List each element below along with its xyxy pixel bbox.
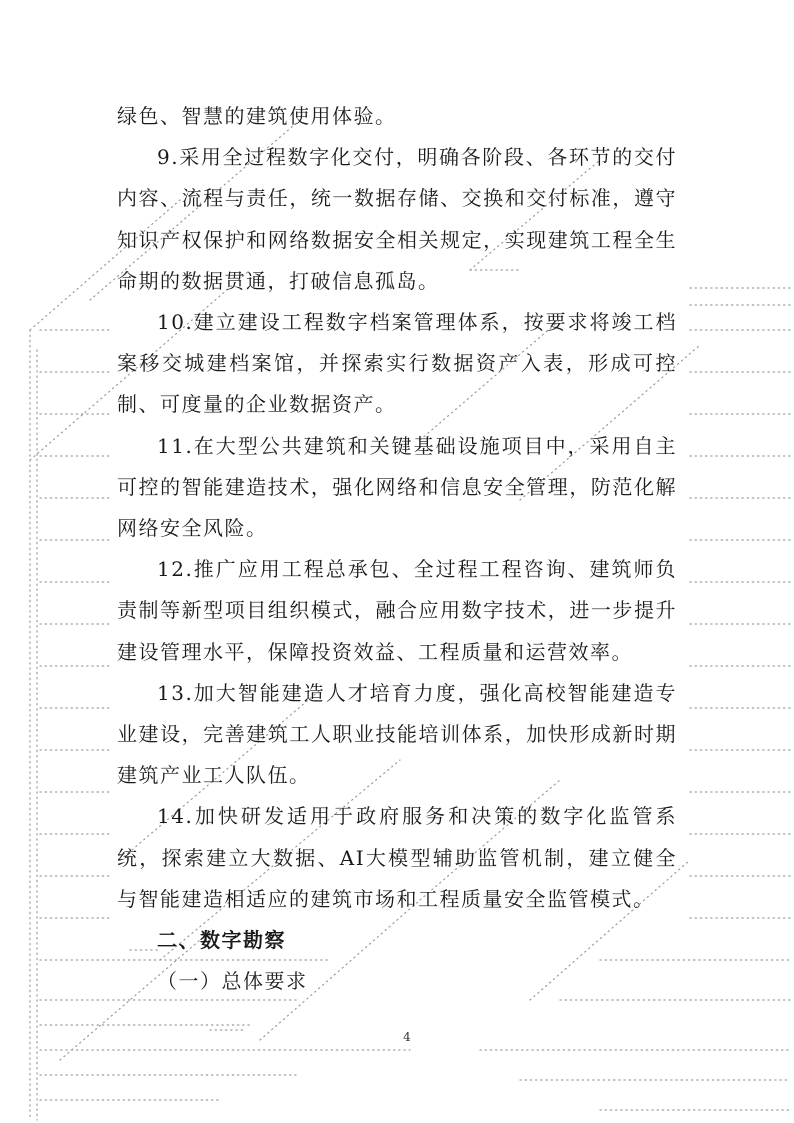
paragraph-item-10: 10.建立建设工程数字档案管理体系，按要求将竣工档案移交城建档案馆，并探索实行数据资产入表，形成可控制、可度量的企业数据资产。 [117, 310, 677, 417]
paragraph-item-9: 9.采用全过程数字化交付，明确各阶段、各环节的交付内容、流程与责任，统一数据存储、交换和交付标准，遵守知识产权保护和网络数据安全相关规定，实现建筑工程全生命期的数据贯通，打破信息孤岛。 [117, 145, 677, 293]
section-heading: 二、数字勘察 [157, 928, 286, 953]
paragraph-continuation: 绿色、智慧的建筑使用体验。 [117, 104, 397, 128]
document-body [117, 96, 677, 1002]
paragraph-item-11: 11.在大型公共建筑和关键基础设施项目中，采用自主可控的智能建造技术，强化网络和信息安全管理，防范化解网络安全风险。 [117, 433, 677, 541]
paragraph-item-13: 13.加大智能建造人才培育力度，强化高校智能建造专业建设，完善建筑工人职业技能培训体系，加快形成新时期建筑产业工人队伍。 [117, 680, 677, 788]
paragraph-item-12: 12.推广应用工程总承包、全过程工程咨询、建筑师负责制等新型项目组织模式，融合应用数字技术，进一步提升建设管理水平，保障投资效益、工程质量和运营效率。 [117, 557, 677, 664]
paragraph-item-14: 14.加快研发适用于政府服务和决策的数字化监管系统，探索建立大数据、AI大模型辅助监管机制，建立健全与智能建造相适应的建筑市场和工程质量安全监管模式。 [117, 804, 677, 911]
subsection-heading: （一）总体要求 [157, 969, 308, 994]
page-number: 4 [403, 1030, 411, 1044]
